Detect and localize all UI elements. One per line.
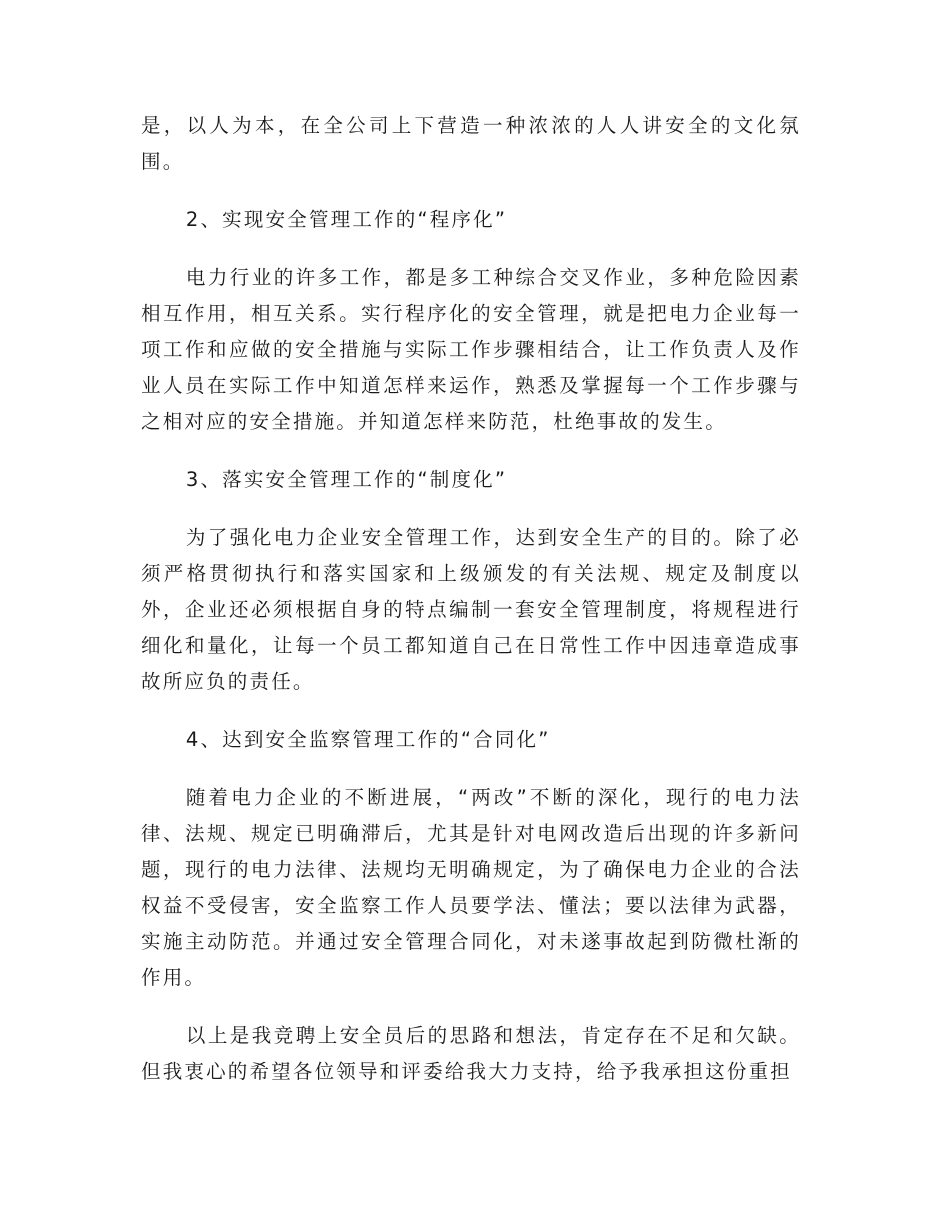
- paragraph-closing: 以上是我竞聘上安全员后的思路和想法，肯定存在不足和欠缺。但我衷心的希望各位领导和评委给我大力支持，给予我承担这份重担: [141, 1024, 801, 1083]
- document-body: [141, 108, 801, 1112]
- paragraph-institutional: 为了强化电力企业安全管理工作，达到安全生产的目的。除了必须严格贯彻执行和落实国家和上级颁发的有关法规、规定及制度以外，企业还必须根据自身的特点编制一套安全管理制度，将规程进行细化和量化，让每一个员工都知道自己在日常性工作中因违章造成事故所应负的责任。: [141, 526, 801, 693]
- paragraph-contractual: 随着电力企业的不断进展，“两改”不断的深化，现行的电力法律、法规、规定已明确滞后，尤其是针对电网改造后出现的许多新问题，现行的电力法律、法规均无明确规定，为了确保电力企业的合法权益不受侵害，安全监察工作人员要学法、懂法；要以法律为武器，实施主动防范。并通过安全管理合同化，对未遂事故起到防微杜渐的作用。: [141, 786, 801, 989]
- section-heading-4: 4、达到安全监察管理工作的“合同化”: [185, 728, 551, 751]
- paragraph-continuation: 是，以人为本，在全公司上下营造一种浓浓的人人讲安全的文化氛围。: [141, 114, 801, 173]
- paragraph-procedural: 电力行业的许多工作，都是多工种综合交叉作业，多种危险因素相互作用，相互关系。实行程序化的安全管理，就是把电力企业每一项工作和应做的安全措施与实际工作步骤相结合，让工作负责人及作业人员在实际工作中知道怎样来运作，熟悉及掌握每一个工作步骤与之相对应的安全措施。并知道怎样来防范，杜绝事故的发生。: [141, 266, 801, 433]
- section-heading-3: 3、落实安全管理工作的“制度化”: [185, 468, 508, 491]
- section-heading-2: 2、实现安全管理工作的“程序化”: [185, 208, 508, 231]
